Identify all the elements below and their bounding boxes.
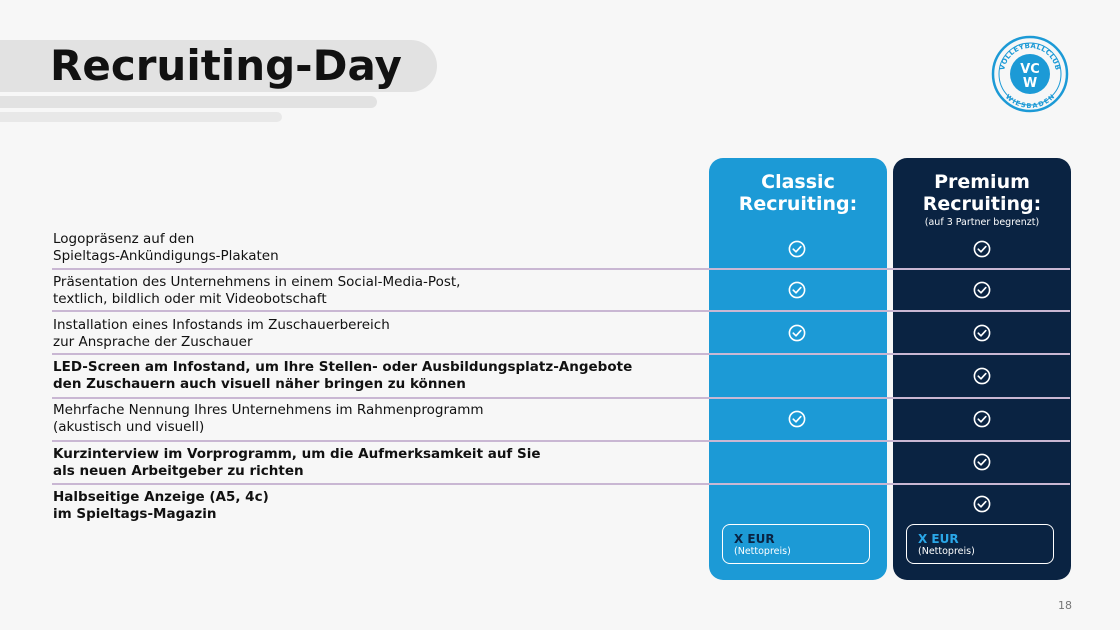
classic-price: X EUR [734, 532, 775, 546]
check-icon [973, 240, 991, 258]
feature-row-label: Präsentation des Unternehmens in einem Social-Media-Post, textlich, bildlich oder mit Videobotschaft [53, 274, 461, 307]
premium-price-box [906, 524, 1054, 564]
logo-text-bottom: WIESBADEN [1003, 92, 1057, 111]
row-divider [52, 310, 1070, 312]
check-icon [973, 410, 991, 428]
feature-row-label: Kurzinterview im Vorprogramm, um die Aufmerksamkeit auf Sie als neuen Arbeitgeber zu richten [53, 446, 541, 479]
check-icon [788, 324, 806, 342]
premium-heading-line2: Recruiting: [922, 193, 1042, 215]
premium-price: X EUR [918, 532, 959, 546]
check-icon [788, 410, 806, 428]
check-icon [973, 453, 991, 471]
check-icon [788, 281, 806, 299]
feature-row-label: Logopräsenz auf den Spieltags-Ankündigungs-Plakaten [53, 231, 279, 264]
page-title: Recruiting-Day [50, 41, 402, 90]
check-icon [973, 324, 991, 342]
row-divider [52, 483, 1070, 485]
check-icon [973, 281, 991, 299]
classic-price-box [722, 524, 870, 564]
vcw-logo-icon [990, 34, 1070, 114]
row-divider [52, 268, 1070, 270]
logo-monogram-top: VC [1020, 62, 1040, 77]
premium-price-note: (Nettopreis) [918, 546, 975, 557]
title-accent-line [0, 112, 282, 122]
premium-heading-line1: Premium [934, 171, 1030, 193]
feature-row-label: Installation eines Infostands im Zuschauerbereich zur Ansprache der Zuschauer [53, 317, 390, 350]
feature-row-label: Mehrfache Nennung Ihres Unternehmens im Rahmenprogramm (akustisch und visuell) [53, 402, 484, 435]
classic-heading-line1: Classic [761, 171, 835, 193]
title-accent-line [0, 96, 377, 108]
classic-column [709, 158, 887, 580]
row-divider [52, 353, 1070, 355]
feature-row-label: LED-Screen am Infostand, um Ihre Stellen- oder Ausbildungsplatz-Angebote den Zuschauern auch visuell näher bringen zu können [53, 359, 633, 392]
row-divider [52, 440, 1070, 442]
classic-heading-line2: Recruiting: [738, 193, 858, 215]
page-number: 18 [1058, 599, 1072, 612]
check-icon [788, 240, 806, 258]
check-icon [973, 495, 991, 513]
classic-price-note: (Nettopreis) [734, 546, 791, 557]
logo-monogram-bottom: W [1022, 76, 1038, 91]
feature-row-label: Halbseitige Anzeige (A5, 4c) im Spieltags-Magazin [53, 489, 269, 522]
check-icon [973, 367, 991, 385]
row-divider [52, 397, 1070, 399]
logo-text-top: VOLLEYBALLCLUB [998, 41, 1062, 72]
premium-limit-note: (auf 3 Partner begrenzt) [924, 217, 1040, 228]
